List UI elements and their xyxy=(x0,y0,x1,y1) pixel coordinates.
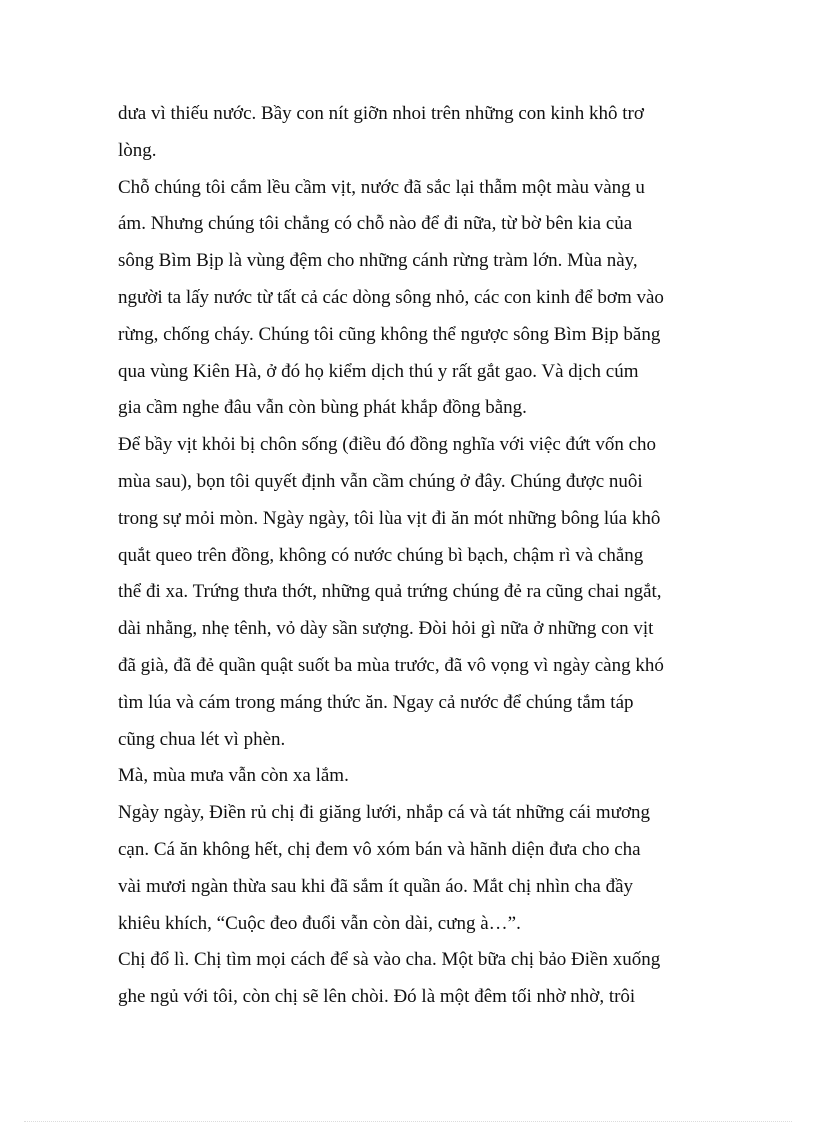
text-line: vài mươi ngàn thừa sau khi đã sắm ít quần áo. Mắt chị nhìn cha đầy xyxy=(118,875,634,897)
text-line: thể đi xa. Trứng thưa thớt, những quả trứng chúng đẻ ra cũng chai ngắt, xyxy=(118,581,662,603)
text-line: khiêu khích, “Cuộc đeo đuổi vẫn còn dài, cưng à…”. xyxy=(118,912,521,934)
text-line: quắt queo trên đồng, không có nước chúng bì bạch, chậm rì và chẳng xyxy=(118,544,644,566)
text-line: đã già, đã đẻ quần quật suốt ba mùa trước, đã vô vọng vì ngày càng khó xyxy=(118,654,664,676)
text-line: sông Bìm Bịp là vùng đệm cho những cánh rừng tràm lớn. Mùa này, xyxy=(118,250,638,272)
body-text xyxy=(118,96,698,1016)
text-line: Mà, mùa mưa vẫn còn xa lắm. xyxy=(118,765,349,787)
text-line: trong sự mỏi mòn. Ngày ngày, tôi lùa vịt đi ăn mót những bông lúa khô xyxy=(118,507,661,529)
text-line: dưa vì thiếu nước. Bầy con nít giỡn nhoi trên những con kinh khô trơ xyxy=(118,103,644,124)
text-line: ám. Nhưng chúng tôi chẳng có chỗ nào để đi nữa, từ bờ bên kia của xyxy=(118,213,633,235)
text-line: ghe ngủ với tôi, còn chị sẽ lên chòi. Đó là một đêm tối nhờ nhờ, trôi xyxy=(118,986,636,1008)
text-line: dài nhằng, nhẹ tênh, vỏ dày sần sượng. Đòi hỏi gì nữa ở những con vịt xyxy=(118,618,654,640)
text-line: lòng. xyxy=(118,139,157,161)
text-line: người ta lấy nước từ tất cả các dòng sông nhỏ, các con kinh để bơm vào xyxy=(118,286,664,308)
text-line: Ngày ngày, Điền rủ chị đi giăng lưới, nhắp cá và tát những cái mương xyxy=(118,802,651,824)
text-line: cũng chua lét vì phèn. xyxy=(118,728,286,750)
text-line: rừng, chống cháy. Chúng tôi cũng không thể ngược sông Bìm Bịp băng xyxy=(118,323,661,345)
text-line: qua vùng Kiên Hà, ở đó họ kiểm dịch thú y rất gắt gao. Và dịch cúm xyxy=(118,360,639,382)
text-line: cạn. Cá ăn không hết, chị đem vô xóm bán và hãnh diện đưa cho cha xyxy=(118,838,641,860)
text-line: Để bầy vịt khỏi bị chôn sống (điều đó đồng nghĩa với việc đứt vốn cho xyxy=(118,434,657,456)
text-line: Chị đổ lì. Chị tìm mọi cách để sà vào cha. Một bữa chị bảo Điền xuống xyxy=(118,949,661,971)
page-bottom-divider xyxy=(24,1121,792,1122)
text-line: Chỗ chúng tôi cắm lều cầm vịt, nước đã sắc lại thẫm một màu vàng u xyxy=(118,176,645,198)
text-line: tìm lúa và cám trong máng thức ăn. Ngay cả nước để chúng tắm táp xyxy=(118,691,634,713)
text-line: gia cầm nghe đâu vẫn còn bùng phát khắp đồng bằng. xyxy=(118,397,527,419)
text-line: mùa sau), bọn tôi quyết định vẫn cầm chúng ở đây. Chúng được nuôi xyxy=(118,470,643,492)
